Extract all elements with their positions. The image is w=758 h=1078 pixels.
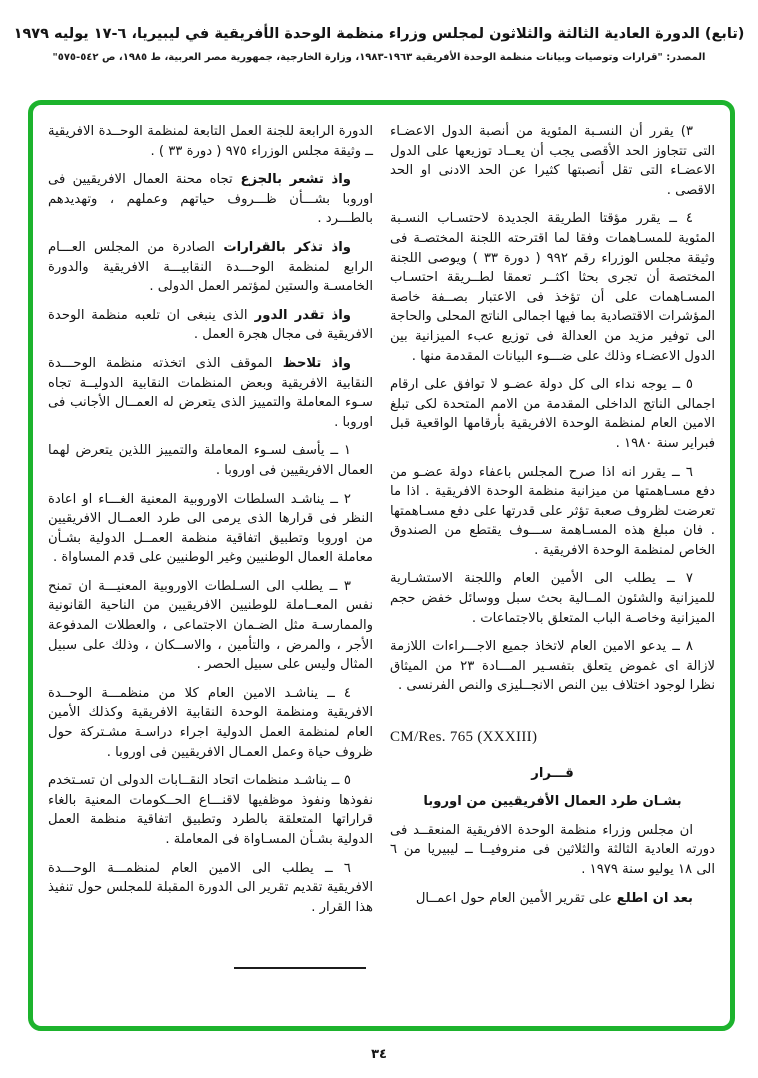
paragraph-lead: واذ تشعر بالجزع — [232, 172, 351, 188]
page-header — [0, 26, 758, 63]
paragraph: ٧ ــ يطلب الى الأمين العام واللجنة الاستشـارية للميزانية والشئون المــالية بحث سبل ووسائل خفض حجم الميزانية وخاصـة الباب المتعلق بالاجتماعات . — [390, 571, 715, 626]
column-left — [48, 122, 373, 926]
session-title: (تابع) الدورة العادية الثالثة والثلاثون لمجلس وزراء منظمة الوحدة الأفريقية في ليبيريا، ٦-١٧ يوليه ١٩٧٩ — [13, 26, 745, 42]
paragraph: ٥ ــ يوجه نداء الى كل دولة عضـو لا توافق على ارقام اجمالى الناتج الداخلى المقدمة من الامم المتحدة لكى تبلغ الامين العام لمنظمة الوحدة الافريقية بأرقامها الواقعية قبل فبراير سنة ١٩٨٠ . — [390, 377, 715, 451]
paragraph-lead: واذ تقدر الدور — [247, 307, 351, 323]
paragraph: ان مجلس وزراء منظمة الوحدة الافريقية المنعقــد فى دورته العادية الثالثة والثلاثين فى منروفيــا ــ ليبيريا من ٦ الى ١٨ يوليو سنة ١٩٧٩ . — [390, 822, 715, 877]
paragraph-lead: واذ تلاحظ — [272, 355, 352, 371]
paragraph: ٦ ــ يطلب الى الامين العام لمنظمـــة الوحـــدة الافريقية تقديم تقرير الى الدورة المقبلة للمجلس حول تنفيذ هذا القرار . — [48, 860, 373, 915]
paragraph: ١ ــ يأسف لسـوء المعاملة والتمييز اللذين يتعرض لهما العمال الافريقيين فى اوروبا . — [48, 443, 373, 478]
paragraph: واذ تذكر بالقرارات الصادرة من المجلس العـــام الرابع لمنظمة الوحـــدة النقابيـــة الافريقية والدورة الخامسـة والستين لمؤتمر العمل الدولى . — [48, 239, 373, 295]
resolution-title: بشـان طرد العمال الأفريقيين من اوروبا — [423, 794, 682, 810]
paragraph-lead: بعد ان اطلع — [612, 890, 693, 906]
document-frame — [28, 100, 735, 1031]
page-number: ٣٤ — [371, 1047, 387, 1062]
paragraph: ٦ ــ يقرر انه اذا صرح المجلس باعفاء دولة عضـو من دفع مسـاهمتها من ميزانية منظمة الوحدة الافريقية . اذا ما تعرضت لظروف صعبة تؤثر على قدرتها على دفع مسـاهمتها . فان مبلغ هذه المسـاهمة ســـوف يقتطع من الصندوق الخاص لمنظمة الوحدة الافريقية . — [390, 464, 715, 558]
paragraph: واذ تشعر بالجزع تجاه محنة العمال الافريقيين فى اوروبا بشـــأن ظـــروف حياتهم وعملهم ، وتهديدهم بالطـــرد . — [48, 172, 373, 227]
source-line: المصدر: "قرارات وتوصيات وبيانات منظمة الوحدة الأفريقية ١٩٦٣-١٩٨٣، وزارة الخارجية، جمهورية مصر العربية، ط ١٩٨٥، ص ٥٤٢-٥٧٥" — [52, 52, 706, 63]
column-right — [390, 122, 715, 926]
paragraph: بعد ان اطلع على تقرير الأمين العام حول اعمــال — [415, 890, 693, 906]
paragraph: ٤ ــ يناشـد الامين العام كلا من منظمـــة الوحــدة الافريقية ومنظمة الوحدة النقابية الافريقية وكذلك الأمين العام لمنظمة العمل الدولية اجراء دراسـة مشـتركة حول ظروف حياة وعمل العمـال الافريقيين فى اوروبا . — [48, 685, 373, 760]
paragraph-lead: واذ تذكر بالقرارات — [214, 239, 352, 255]
section-divider — [234, 967, 366, 969]
paragraph: ٣ ــ يطلب الى السـلطات الاوروبية المعنيـــة ان تمنح نفس المعــاملة للوطنيين الافريقيين من الناحية القانونية والممارسـة مثل الضـمان الاجتماعى ، والعطلات المدفوعة الأجر ، والمرض ، والتأمين ، والاســكان ، وذلك على سبيل المثال وليس على سبيل الحصر . — [48, 578, 373, 673]
paragraph: الدورة الرابعة للجنة العمل التابعة لمنظمة الوحــدة الافريقية ــ وثيقة مجلس الوزراء ٩٧٥ ( دورة ٣٣ ) . — [48, 124, 373, 159]
paragraph: ٨ ــ يدعو الامين العام لاتخاذ جميع الاجـــراءات اللازمة لازالة اى غموض يتعلق بتفسـير المـــادة ٢٣ من الميثاق نظرا لوجود اختلاف بين النص الانجــليزى والنص الفرنسى . — [390, 639, 715, 694]
paragraph: واذ تلاحظ الموقف الذى اتخذته منظمة الوحـــدة النقابية الافريقية وبعض المنظمات النقابية الدوليــة تجاه سـوء المعاملة والتمييز الذى يتعرض له العمــال الأجانب فى اوروبا . — [48, 355, 373, 430]
resolution-code: CM/Res. 765 (XXXIII) — [390, 729, 538, 746]
paragraph: ٢ ــ يناشـد السلطات الاوروبية المعنية الغـــاء او اعادة النظر فى قرارها الذى يرمى الى طرد العمــال الافريقيين من اوروبا وتطبيق اتفاقية منظمة العمــل الدولية بشـأن معاملة العمال الوطنيين وغير الوطنيين على قدم المساواة . — [48, 491, 373, 566]
paragraph: واذ تقدر الدور الذى ينبغى ان تلعبه منظمة الوحدة الافريقية فى مجال هجرة العمل . — [48, 307, 373, 343]
paragraph: ٣) يقرر أن النسـبة المئوية من أنصبة الدول الاعضـاء التى تتجاوز الحد الأقصى يجب أن يعــاد توزيعها على الدول الاعضـاء التى تقل أنصبتها كثيرا عن الحد الادنى او الحد الاقصى . — [390, 124, 715, 198]
two-column-text — [33, 105, 730, 926]
paragraph: ٥ ــ يناشـد منظمات اتحاد النقــابات الدولى ان تسـتخدم نفوذها ونفوذ موظفيها لاقنـــاع الحــكومات المعنية بالغاء قراراتها المتعلقة بالطرد وتطبيق اتفاقية منظمة العمل الدولية بشـأن المسـاواة فى المعاملة . — [48, 773, 373, 847]
resolution-title: قـــرار — [531, 765, 574, 781]
paragraph: ٤ ــ يقرر مؤقتا الطريقة الجديدة لاحتسـاب النسـبة المئوية للمسـاهمات وفقا لما اقترحته اللجنة المختصـة فى وثيقة مجلس الوزراء رقم ٩٩٢ ( دورة ٣٣ ) ويوصى اللجنة المختصة أن تجرى بحثا اكثــر تعمقا لطــريقة احتسـاب المسـاهمات على أن تؤخذ فى الاعتبار بصــفة خاصة المؤشرات الاقتصادية بما فيها اجمالى الناتج المحلى والحاجة الى توفير مزيد من العدالة فى توزيع عبء الميزانية بين الدول الاعضـاء وذلك على ضـــوء البيانات المقدمة منها . — [390, 211, 715, 364]
